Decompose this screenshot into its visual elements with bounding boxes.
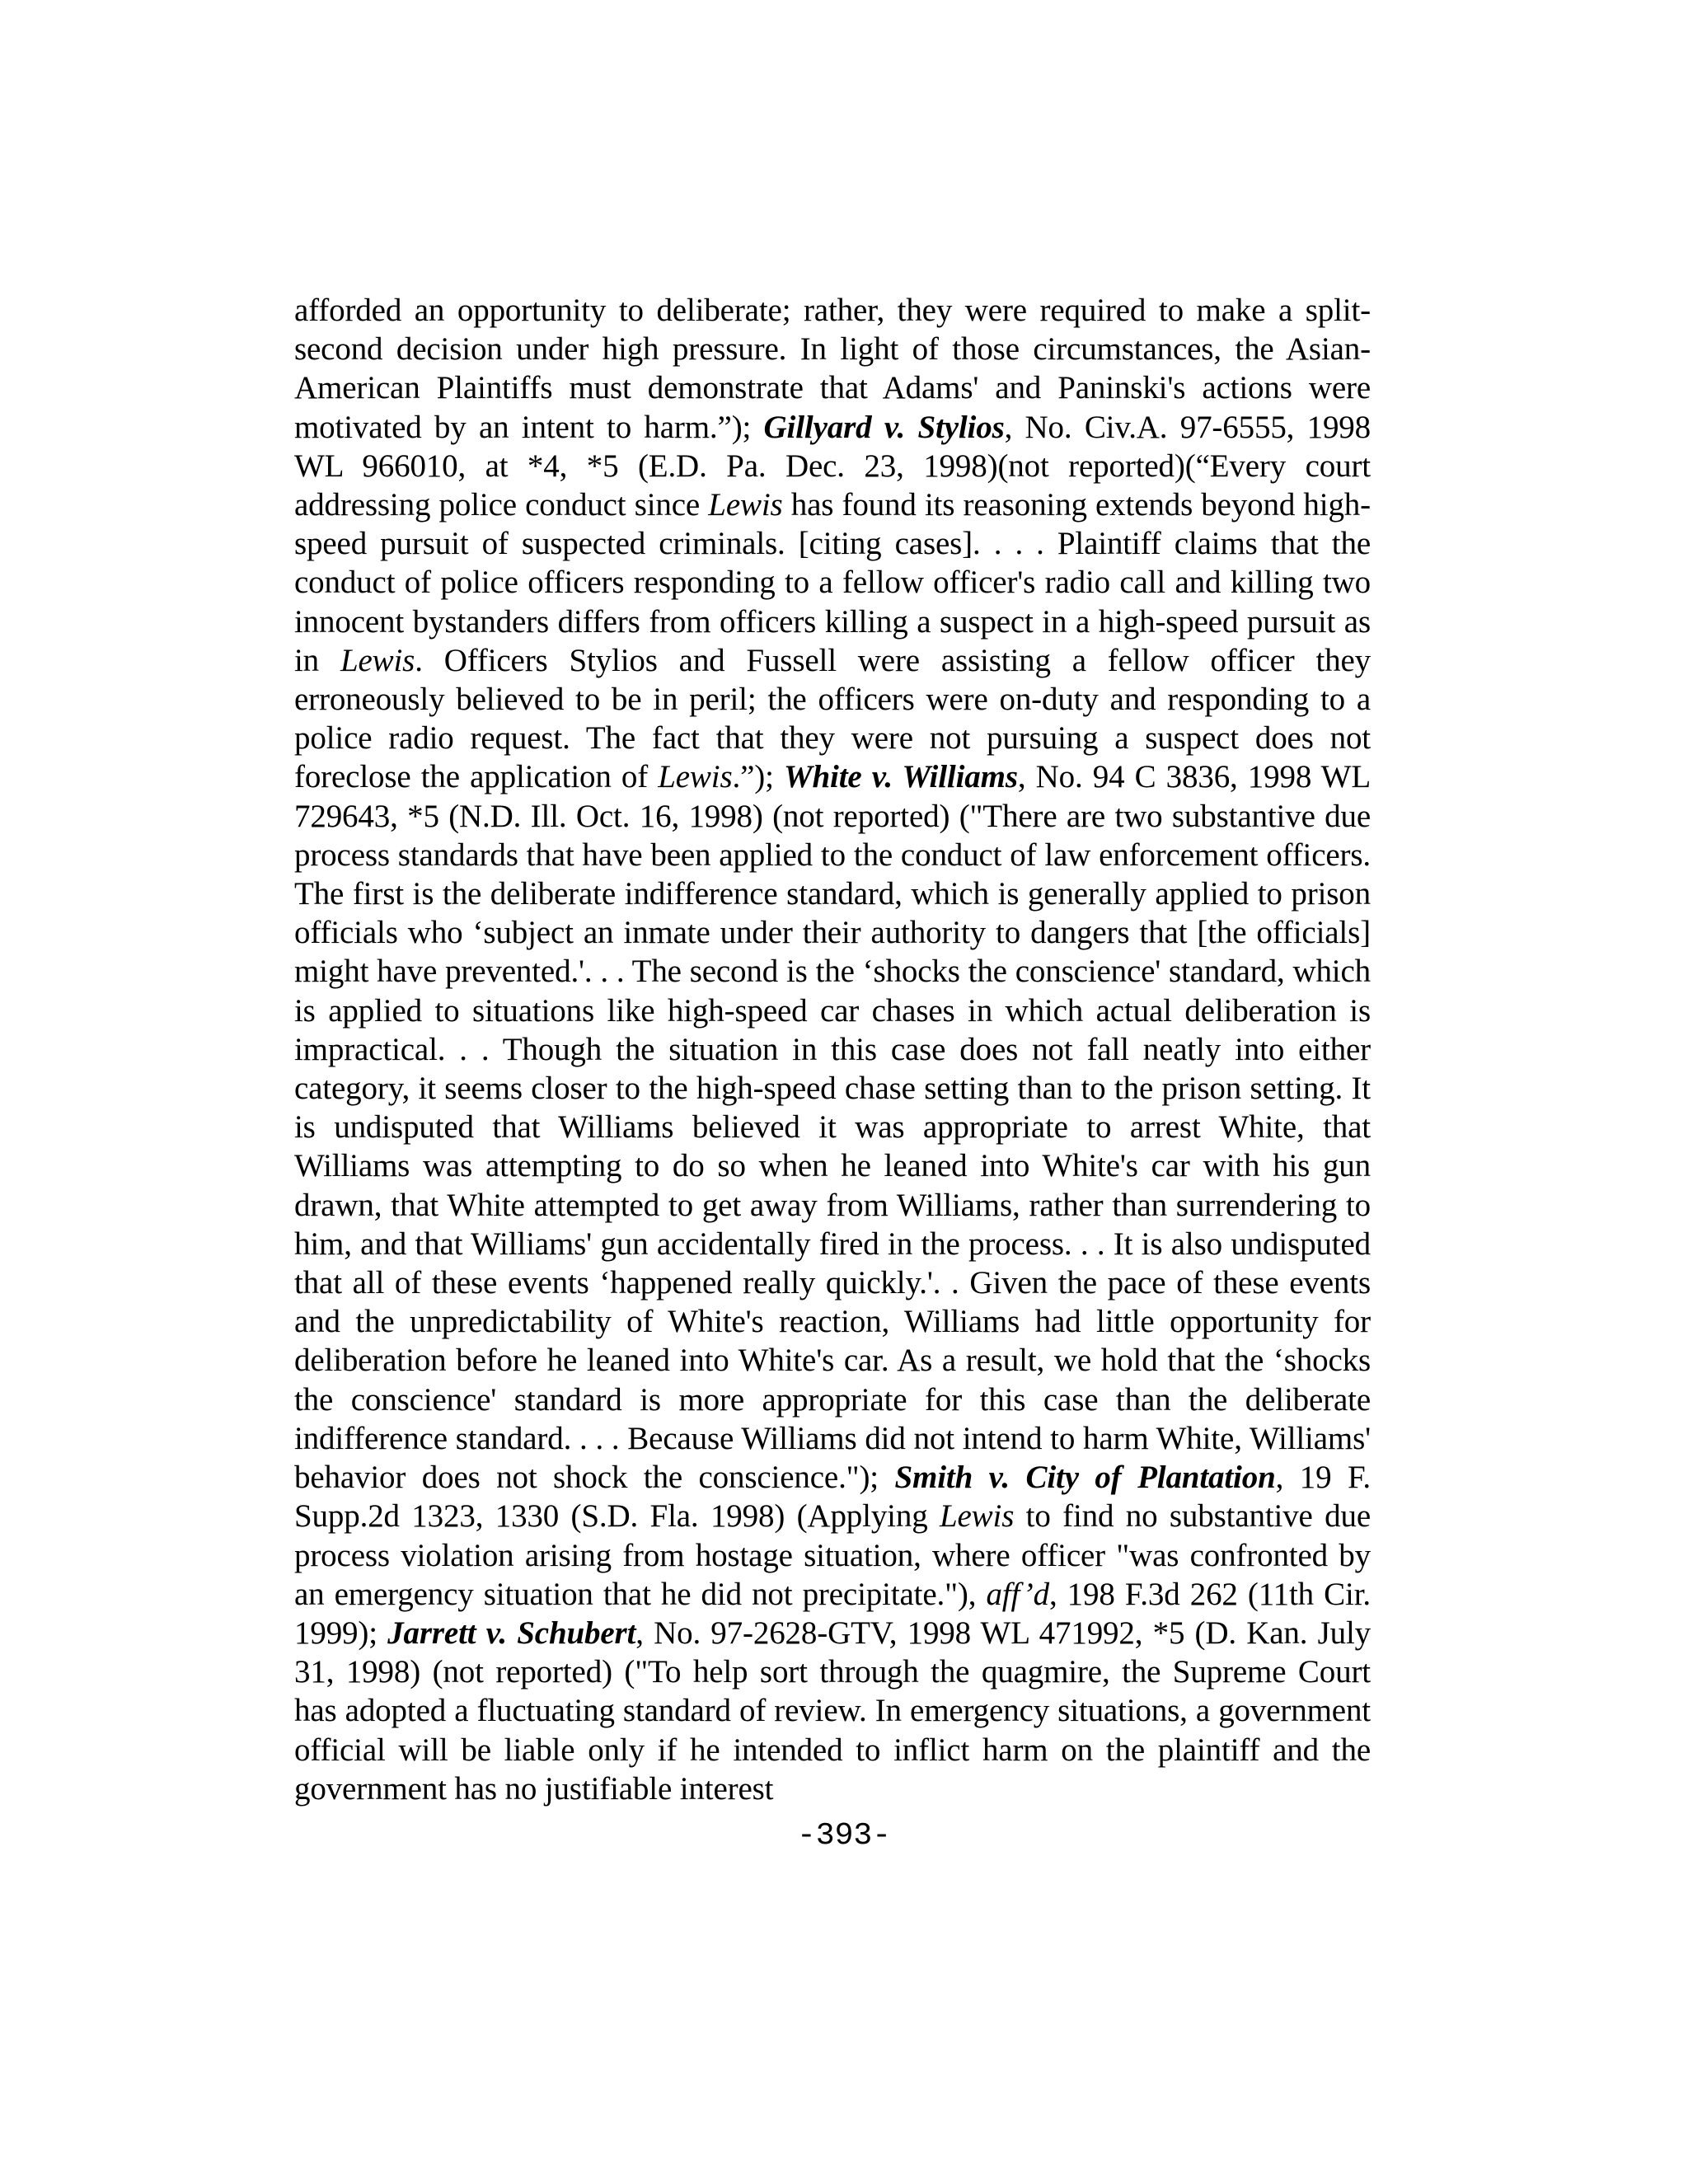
case-ref-lewis: Lewis	[708, 487, 783, 523]
case-name-jarrett: Jarrett v. Schubert	[387, 1615, 636, 1651]
text-segment: , No. 97-2628-GTV, 1998 WL 471992, *5 (D. Kan. July 31, 1998) (not reported) ("To help sort through the quagmire, the Supreme Court has adopted a fluctuating standard of review. In emergency situations, a government official will be liable only if he intended to inflict harm on the plaintiff and the government has no justifiable interest	[294, 1615, 1372, 1807]
case-name-smith: Smith v. City of Plantation	[894, 1460, 1276, 1496]
text-segment: .”);	[732, 759, 784, 795]
text-segment: to find no substantive due process violation arising from hostage situation, where officer "was confronted by an emergency situation that he did not precipitate."),	[294, 1498, 1371, 1612]
text-segment: , No. Civ.A. 97-6555, 1998 WL 966010, at *4, *5 (E.D. Pa. Dec. 23, 1998)(not reported)(“Every court addressing police conduct since	[294, 409, 1371, 523]
case-ref-lewis: Lewis	[340, 642, 415, 678]
text-segment: . Officers Stylios and Fussell were assisting a fellow officer they erroneously believed to be in peril; the officers were on-duty and responding to a police radio request. The fact that they were not pursuing a suspect does not foreclose the application of	[294, 642, 1372, 795]
case-name-white: White v. Williams	[783, 759, 1018, 795]
text-segment: has found its reasoning extends beyond high-speed pursuit of suspected criminals. [citing cases]. . . . Plaintiff claims that the conduct of police officers responding to a fellow officer's radio call and killing two innocent bystanders differs from officers killing a suspect in a high-speed pursuit as in	[294, 487, 1371, 678]
page-number: -393-	[796, 1818, 892, 1854]
case-name-gillyard: Gillyard v. Stylios	[763, 409, 1005, 445]
body-paragraph	[294, 291, 1371, 1808]
text-segment: , 198 F.3d 262 (11th Cir. 1999);	[294, 1576, 1371, 1651]
text-segment: , 19 F. Supp.2d 1323, 1330 (S.D. Fla. 1998) (Applying	[294, 1460, 1371, 1535]
text-segment: , No. 94 C 3836, 1998 WL 729643, *5 (N.D. Ill. Oct. 16, 1998) (not reported) ("There are two substantive due process standards that have been applied to the conduct of law enforcement officers. The first is the deliberate indifference standard, which is generally applied to prison officials who ‘subject an inmate under their authority to dangers that [the officials] might have prevented.'. . . The second is the ‘shocks the conscience' standard, which is applied to situations like high-speed car chases in which actual deliberation is impractical. . . Though the situation in this case does not fall neatly into either category, it seems closer to the high-speed chase setting than to the prison setting. It is undisputed that Williams believed it was appropriate to arrest White, that Williams was attempting to do so when he leaned into White's car with his gun drawn, that White attempted to get away from Williams, rather than surrendering to him, and that Williams' gun accidentally fired in the process. . . It is also undisputed that all of these events ‘happened really quickly.'. . Given the pace of these events and the unpredictability of White's reaction, Williams had little opportunity for deliberation before he leaned into White's car. As a result, we hold that the ‘shocks the conscience' standard is more appropriate for this case than the deliberate indifference standard. . . . Because Williams did not intend to harm White, Williams' behavior does not shock the conscience.");	[294, 759, 1371, 1496]
affirmed-abbrev: aff’d	[986, 1576, 1049, 1612]
text-segment: afforded an opportunity to deliberate; rather, they were required to make a split-second decision under high pressure. In light of those circumstances, the Asian-American Plaintiffs must demonstrate that Adams' and Paninski's actions were motivated by an intent to harm.”);	[294, 293, 1371, 445]
case-ref-lewis: Lewis	[939, 1498, 1015, 1535]
case-ref-lewis: Lewis	[658, 759, 733, 795]
